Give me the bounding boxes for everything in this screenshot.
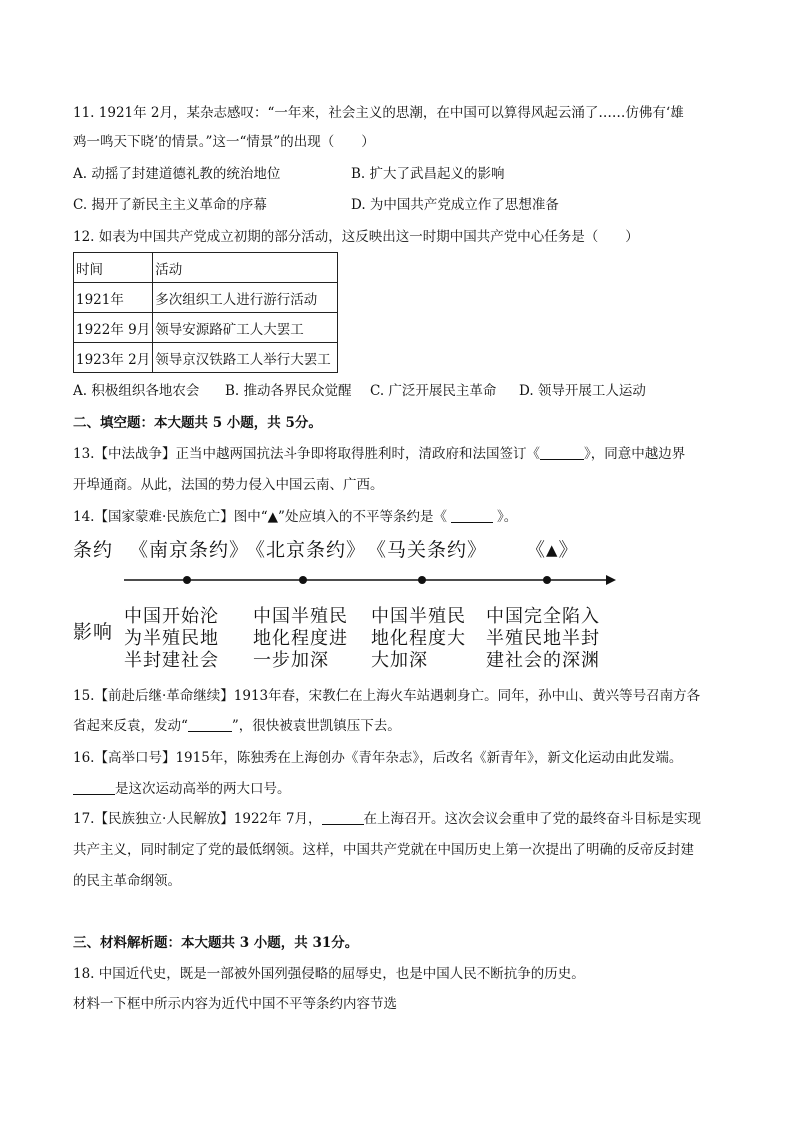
impact-line: 中国半殖民 bbox=[253, 606, 348, 627]
q12-option-b: B. 推动各界民众觉醒 bbox=[225, 383, 352, 399]
table-header-cell: 活动 bbox=[153, 253, 338, 283]
impact-line: 大加深 bbox=[371, 650, 428, 671]
timeline-treaty: 《南京条约》 bbox=[129, 539, 250, 561]
timeline-impact bbox=[124, 606, 219, 672]
q15-text-a: 省起来反袁，发动“ bbox=[73, 718, 188, 734]
table-cell: 1921年 bbox=[74, 283, 153, 313]
q11-option-b: B. 扩大了武昌起义的影响 bbox=[351, 166, 505, 182]
q13-line2: 开埠通商。从此，法国的势力侵入中国云南、广西。 bbox=[73, 477, 384, 493]
answer-blank[interactable] bbox=[188, 717, 232, 732]
impact-line: 中国完全陷入 bbox=[486, 606, 600, 627]
q15-text-b: ”，很快被袁世凯镇压下去。 bbox=[231, 718, 401, 734]
impact-line: 一步加深 bbox=[253, 650, 329, 671]
q12-stem: 12. 如表为中国共产党成立初期的部分活动，这反映出这一时期中国共产党中心任务是（ ） bbox=[73, 229, 639, 245]
q17-line3: 的民主革命纲领。 bbox=[73, 873, 181, 889]
q18-line2: 材料一下框中所示内容为近代中国不平等条约内容节选 bbox=[73, 996, 397, 1012]
timeline-treaty: 《▲》 bbox=[526, 539, 579, 561]
table-header-row bbox=[74, 253, 338, 283]
timeline-arrow-head bbox=[606, 575, 616, 585]
impact-line: 中国半殖民 bbox=[371, 606, 466, 627]
impact-line: 半封建社会 bbox=[124, 650, 219, 671]
answer-blank[interactable] bbox=[73, 780, 115, 795]
timeline-node bbox=[543, 576, 551, 584]
timeline-axis bbox=[120, 568, 620, 590]
timeline-treaty: 《马关条约》 bbox=[367, 539, 488, 561]
q13-text-b: 》，同意中越边界 bbox=[583, 446, 686, 462]
answer-blank[interactable] bbox=[451, 508, 493, 523]
timeline-node bbox=[418, 576, 426, 584]
timeline-impact bbox=[371, 606, 466, 672]
q13-line1 bbox=[73, 444, 685, 464]
q13-text-a: 13.【中法战争】正当中越两国抗法斗争即将取得胜利时，清政府和法国签订《 bbox=[73, 446, 540, 462]
q11-option-c: C. 揭开了新民主主义革命的序幕 bbox=[73, 197, 267, 213]
q18-line1: 18. 中国近代史，既是一部被外国列强侵略的屈辱史，也是中国人民不断抗争的历史。 bbox=[73, 966, 585, 982]
impact-line: 建社会的深渊 bbox=[486, 650, 600, 671]
impact-line: 中国开始沦 bbox=[124, 606, 219, 627]
q12-option-c: C. 广泛开展民主革命 bbox=[370, 383, 497, 399]
impact-line: 半殖民地半封 bbox=[486, 628, 600, 649]
q17-line2: 共产主义，同时制定了党的最低纲领。这样，中国共产党就在中国历史上第一次提出了明确的反帝反封建 bbox=[73, 842, 694, 858]
q16-text-b: 是这次运动高举的两大口号。 bbox=[115, 781, 291, 797]
q17-line1 bbox=[73, 809, 701, 829]
impact-line: 地化程度进 bbox=[253, 628, 348, 649]
table-row bbox=[74, 313, 338, 343]
table-cell: 多次组织工人进行游行活动 bbox=[153, 283, 338, 313]
table-cell: 1923年 2月 bbox=[74, 343, 153, 373]
timeline-node bbox=[183, 576, 191, 584]
impact-line: 地化程度大 bbox=[371, 628, 466, 649]
timeline-impact-label: 影响 bbox=[73, 621, 114, 643]
section2-title: 二、填空题：本大题共 5 小题，共 5分。 bbox=[73, 415, 322, 431]
table-row bbox=[74, 343, 338, 373]
table-cell: 领导京汉铁路工人举行大罢工 bbox=[153, 343, 338, 373]
q14-text-a: 14.【国家蒙难·民族危亡】图中“▲”处应填入的不平等条约是《 bbox=[73, 509, 447, 525]
q14-stem bbox=[73, 507, 517, 527]
timeline-impact bbox=[486, 606, 600, 672]
q12-activity-table bbox=[73, 252, 338, 373]
table-cell: 1922年 9月 bbox=[74, 313, 153, 343]
table-row bbox=[74, 283, 338, 313]
q11-stem-line2: 鸡一鸣天下晓’的情景。”这一“情景”的出现（ ） bbox=[73, 134, 375, 150]
q11-option-d: D. 为中国共产党成立作了思想准备 bbox=[351, 197, 559, 213]
q12-option-a: A. 积极组织各地农会 bbox=[73, 383, 200, 399]
q16-line1: 16.【高举口号】1915年，陈独秀在上海创办《青年杂志》，后改名《新青年》，新文化运动由此发端。 bbox=[73, 750, 683, 766]
impact-line: 为半殖民地 bbox=[124, 628, 219, 649]
q15-line1: 15.【前赴后继·革命继续】1913年春，宋教仁在上海火车站遇刺身亡。同年，孙中山、黄兴等号召南方各 bbox=[73, 688, 701, 704]
q17-text-b: 在上海召开。这次会议会重申了党的最终奋斗目标是实现 bbox=[363, 811, 701, 827]
section3-title: 三、材料解析题：本大题共 3 小题，共 31分。 bbox=[73, 935, 359, 951]
q16-line2 bbox=[73, 779, 291, 799]
q12-option-d: D. 领导开展工人运动 bbox=[519, 383, 646, 399]
q15-line2 bbox=[73, 716, 401, 736]
answer-blank[interactable] bbox=[322, 810, 364, 825]
q11-option-a: A. 动摇了封建道德礼教的统治地位 bbox=[73, 166, 281, 182]
table-header-cell: 时间 bbox=[74, 253, 153, 283]
answer-blank[interactable] bbox=[540, 445, 584, 460]
timeline-treaty-label: 条约 bbox=[73, 539, 114, 561]
q17-text-a: 17.【民族独立·人民解放】1922年 7月， bbox=[73, 811, 322, 827]
timeline-impact bbox=[253, 606, 348, 672]
q14-text-b: 》。 bbox=[496, 509, 518, 525]
timeline-node bbox=[299, 576, 307, 584]
table-cell: 领导安源路矿工人大罢工 bbox=[153, 313, 338, 343]
q11-stem-line1: 11. 1921年 2月，某杂志感叹：“一年来，社会主义的思潮，在中国可以算得风起云涌了……仿佛有‘雄 bbox=[73, 105, 684, 121]
timeline-treaty: 《北京条约》 bbox=[246, 539, 367, 561]
